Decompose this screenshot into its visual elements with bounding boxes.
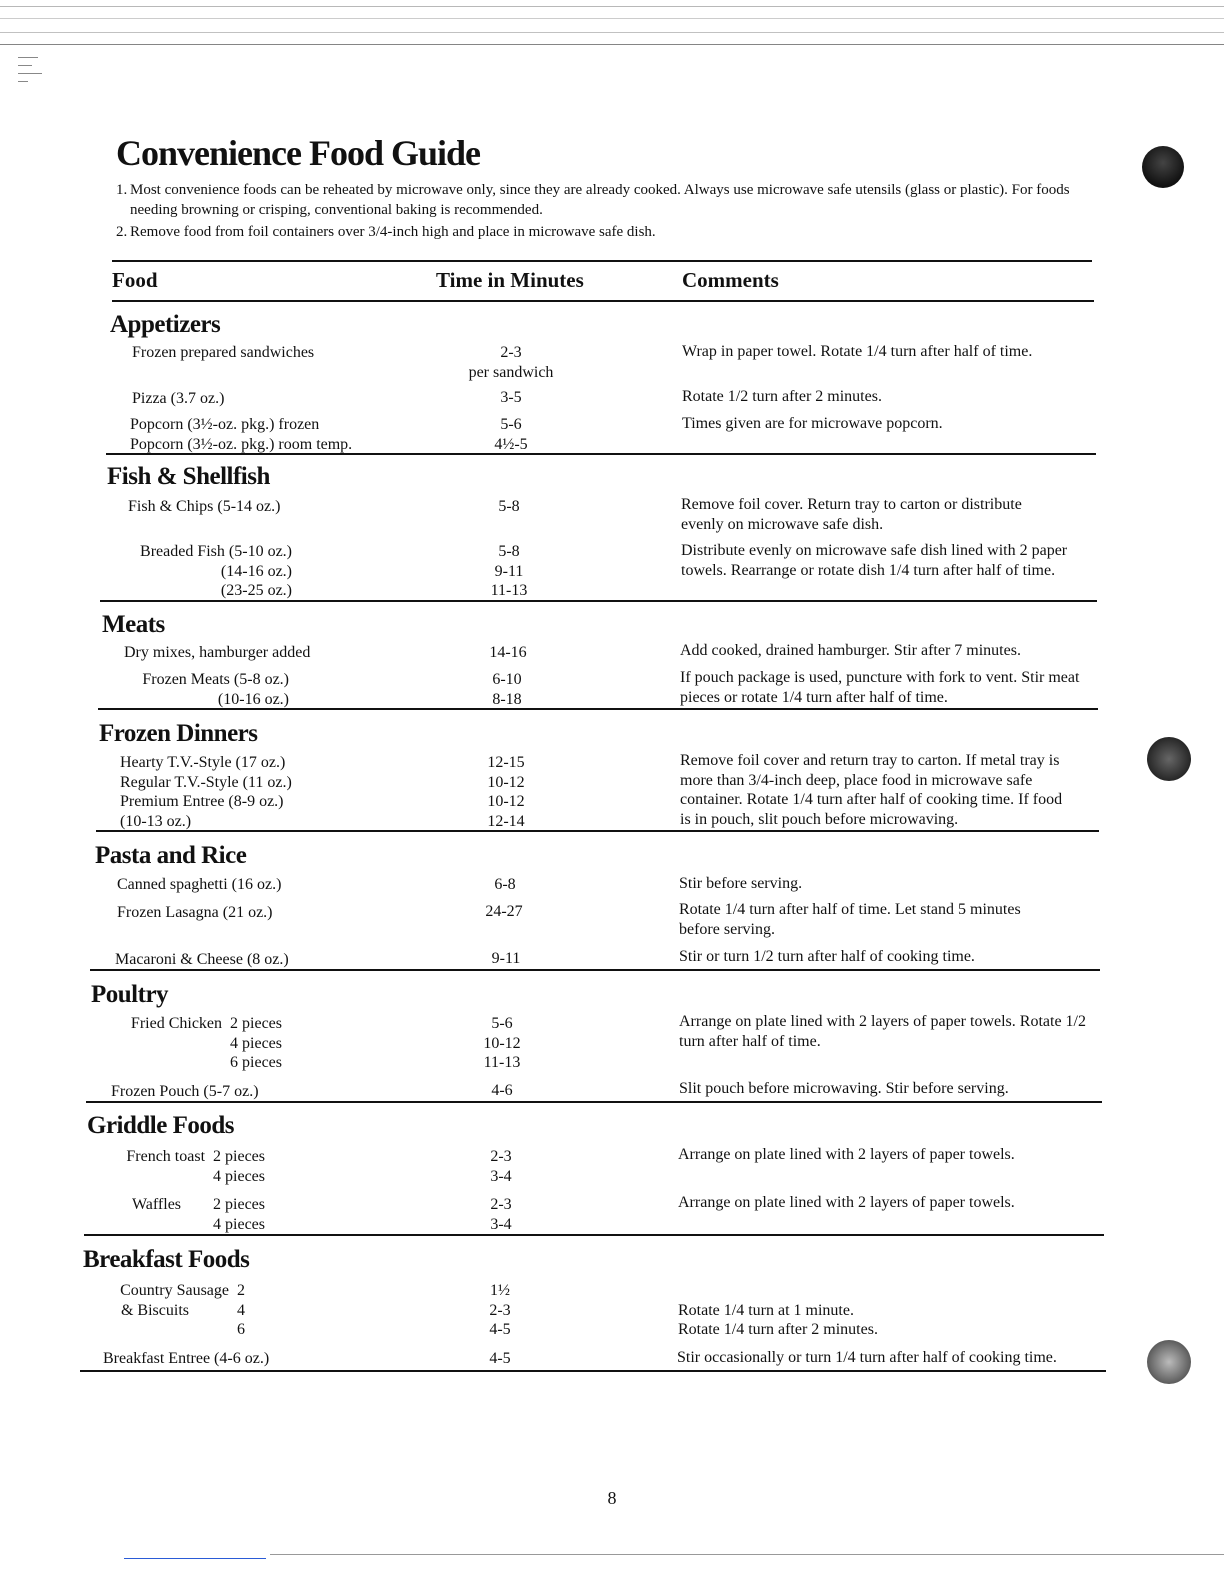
section-title-appetizers: Appetizers: [110, 311, 221, 338]
comment-text: Remove foil cover and return tray to carton. If metal tray is more than 3/4-inch deep, place food in microwave safe container. Rotate 1/4 turn after half of cooking time. If food is in pouch, slit pouch before microwaving.: [680, 752, 1063, 828]
section-rule: [84, 1234, 1104, 1236]
section-title-fish-shellfish: Fish & Shellfish: [107, 463, 270, 490]
time-value: 24-27: [485, 903, 523, 920]
comment-text: Rotate 1/4 turn at 1 minute. Rotate 1/4 turn after 2 minutes.: [678, 1301, 878, 1338]
section-title-poultry: Poultry: [91, 981, 169, 1008]
intro-note-1: [116, 180, 1076, 220]
note-text: Remove food from foil containers over 3/4-inch high and place in microwave safe dish.: [130, 224, 656, 240]
time-value: 2-3 3-4: [490, 1196, 512, 1233]
comment-text: Arrange on plate lined with 2 layers of paper towels. Rotate 1/2 turn after half of time.: [679, 1013, 1086, 1050]
comment-text: Stir occasionally or turn 1/4 turn after half of cooking time.: [677, 1349, 1057, 1366]
food-item: Waffles 2 pieces 4 pieces: [131, 1196, 265, 1233]
time-value: 12-15 10-12 10-12 12-14: [487, 754, 525, 830]
table-bottom-rule: [80, 1370, 1106, 1372]
food-item: Frozen Lasagna (21 oz.): [117, 904, 273, 921]
scan-artifact-line: [0, 18, 1224, 19]
scan-artifact-line: [270, 1554, 1224, 1555]
time-value: 1½ 2-3 4-5: [489, 1282, 511, 1338]
note-number: 1.: [116, 182, 128, 198]
time-value: 5-6 10-12 11-13: [483, 1015, 521, 1071]
food-item: Frozen Pouch (5-7 oz.): [111, 1083, 259, 1100]
column-header-food: Food: [112, 268, 158, 292]
section-rule: [100, 600, 1097, 602]
comment-text: Wrap in paper towel. Rotate 1/4 turn after half of time.: [682, 343, 1033, 360]
food-item: Country Sausage 2 & Biscuits 4 6: [120, 1282, 245, 1338]
time-value: 2-3 3-4: [490, 1148, 512, 1185]
section-rule: [90, 969, 1100, 971]
section-rule: [98, 708, 1098, 710]
food-item: Dry mixes, hamburger added: [124, 644, 311, 661]
page-number: 8: [607, 1488, 617, 1508]
section-title-frozen-dinners: Frozen Dinners: [99, 720, 258, 747]
food-item: Frozen prepared sandwiches: [132, 344, 315, 361]
section-title-pasta-rice: Pasta and Rice: [95, 842, 247, 869]
comment-text: If pouch package is used, puncture with fork to vent. Stir meat pieces or rotate 1/4 turn after half of time.: [680, 669, 1080, 706]
comment-text: Add cooked, drained hamburger. Stir after 7 minutes.: [680, 642, 1021, 659]
time-value: 5-8: [498, 498, 520, 515]
note-number: 2.: [116, 224, 128, 240]
section-rule: [96, 830, 1099, 832]
comment-text: Rotate 1/2 turn after 2 minutes.: [682, 388, 882, 405]
scan-artifact-line: [0, 32, 1224, 33]
food-item: Pizza (3.7 oz.): [132, 390, 225, 407]
time-value: 5-6 4½-5: [494, 416, 528, 453]
section-rule: [86, 1101, 1102, 1103]
food-item: Hearty T.V.-Style (17 oz.) Regular T.V.-Style (11 oz.) Premium Entree (8-9 oz.) (10-13 oz.): [120, 754, 292, 830]
comment-text: Arrange on plate lined with 2 layers of paper towels.: [678, 1146, 1015, 1163]
food-item: Fish & Chips (5-14 oz.): [128, 498, 281, 515]
note-text: Most convenience foods can be reheated by microwave only, since they are already cooked. Always use microwave safe utensils (glass or plastic). For foods needing browning or crisping, conventional baking is recommended.: [130, 182, 1070, 218]
comment-text: Times given are for microwave popcorn.: [682, 415, 943, 432]
header-bottom-rule: [112, 300, 1094, 302]
food-item: French toast 2 pieces 4 pieces: [126, 1148, 265, 1185]
time-value: 5-8 9-11 11-13: [490, 543, 528, 599]
comment-text: Remove foil cover. Return tray to carton or distribute evenly on microwave safe dish.: [681, 496, 1022, 533]
time-value: 6-8: [494, 876, 516, 893]
comment-text: Distribute evenly on microwave safe dish lined with 2 paper towels. Rearrange or rotate dish 1/4 turn after half of time.: [681, 542, 1068, 579]
food-item: Breakfast Entree (4-6 oz.): [103, 1350, 270, 1367]
edge-marks: [18, 50, 58, 130]
section-title-griddle-foods: Griddle Foods: [87, 1112, 234, 1139]
time-value: 14-16: [489, 644, 527, 661]
comment-text: Arrange on plate lined with 2 layers of paper towels.: [678, 1194, 1015, 1211]
page-title: Convenience Food Guide: [116, 133, 481, 173]
comment-text: Slit pouch before microwaving. Stir before serving.: [679, 1080, 1009, 1097]
column-header-comments: Comments: [682, 268, 779, 292]
comment-text: Stir or turn 1/2 turn after half of cooking time.: [679, 948, 975, 965]
footer-line: [124, 1558, 266, 1559]
intro-note-2: [116, 222, 1076, 242]
food-item: Macaroni & Cheese (8 oz.): [115, 951, 289, 968]
time-value: 6-10 8-18: [492, 671, 522, 708]
scan-artifact-line: [0, 44, 1224, 45]
time-value: 4-6: [491, 1082, 513, 1099]
food-item: Canned spaghetti (16 oz.): [117, 876, 282, 893]
column-header-time: Time in Minutes: [436, 268, 584, 292]
time-value: 9-11: [491, 950, 521, 967]
time-value: 3-5: [500, 389, 522, 406]
binder-hole: [1147, 737, 1191, 781]
time-value: 2-3 per sandwich: [468, 344, 554, 381]
binder-hole: [1142, 146, 1184, 188]
scan-artifact-line: [0, 6, 1224, 7]
section-title-breakfast-foods: Breakfast Foods: [83, 1246, 250, 1273]
comment-text: Rotate 1/4 turn after half of time. Let stand 5 minutes before serving.: [679, 901, 1021, 938]
time-value: 4-5: [489, 1350, 511, 1367]
food-item: Frozen Meats (5-8 oz.) (10-16 oz.): [142, 671, 289, 708]
section-rule: [106, 453, 1096, 455]
food-item: Breaded Fish (5-10 oz.) (14-16 oz.) (23-25 oz.): [140, 543, 292, 599]
binder-hole: [1147, 1340, 1191, 1384]
table-top-rule: [112, 260, 1092, 262]
food-item: Fried Chicken 2 pieces 4 pieces 6 pieces: [130, 1015, 282, 1071]
comment-text: Stir before serving.: [679, 875, 803, 892]
food-item: Popcorn (3½-oz. pkg.) frozen Popcorn (3½-oz. pkg.) room temp.: [130, 416, 353, 453]
section-title-meats: Meats: [102, 611, 165, 638]
